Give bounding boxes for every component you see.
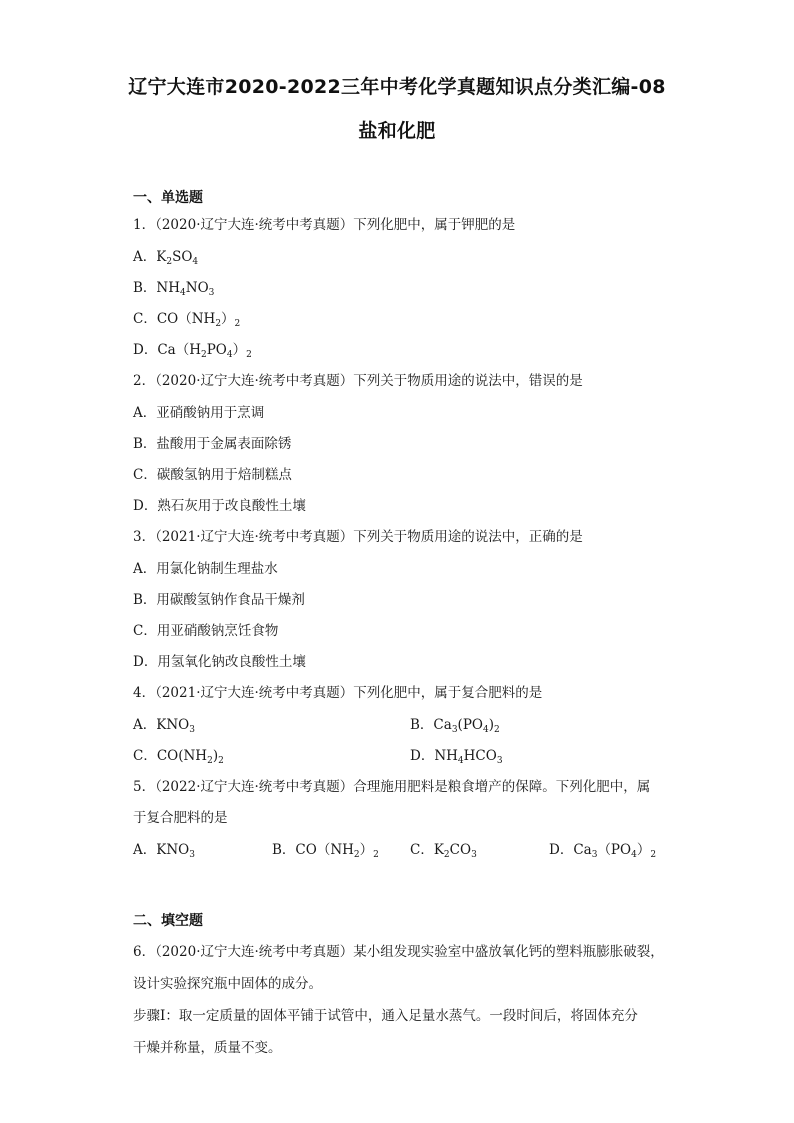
- question-5-stem-line2: 于复合肥料的是: [133, 810, 228, 826]
- question-2-option-c[interactable]: C．碳酸氢钠用于焙制糕点: [133, 467, 292, 483]
- question-4-option-d[interactable]: D．$NH_4HCO_3$: [410, 748, 503, 766]
- question-1-option-c[interactable]: C．$CO(NH_2)_2$: [133, 311, 241, 329]
- question-2-stem: 2．（2020·辽宁大连·统考中考真题）下列关于物质用途的说法中，错误的是: [133, 373, 583, 389]
- section-heading-single-choice: 一、单选题: [133, 190, 203, 206]
- question-2-option-d[interactable]: D．熟石灰用于改良酸性土壤: [133, 498, 306, 514]
- question-3-option-c[interactable]: C．用亚硝酸钠烹饪食物: [133, 623, 279, 639]
- question-2-option-a[interactable]: A．亚硝酸钠用于烹调: [133, 405, 265, 421]
- question-3-option-b[interactable]: B．用碳酸氢钠作食品干燥剂: [133, 592, 305, 608]
- question-5-option-b[interactable]: B．$CO(NH_2)_2$: [272, 842, 379, 860]
- question-1-option-d[interactable]: D．$Ca(H_2PO_4)_2$: [133, 342, 252, 360]
- question-1-option-a[interactable]: A．$K_2SO_4$: [133, 249, 199, 267]
- document-title-line1: 辽宁大连市2020-2022三年中考化学真题知识点分类汇编-08: [128, 76, 666, 98]
- question-3-option-d[interactable]: D．用氢氧化钠改良酸性土壤: [133, 654, 306, 670]
- question-2-option-b[interactable]: B．盐酸用于金属表面除锈: [133, 436, 292, 452]
- question-3-stem: 3．（2021·辽宁大连·统考中考真题）下列关于物质用途的说法中，正确的是: [133, 529, 583, 545]
- question-4-option-c[interactable]: C．$CO(NH_2)_2$: [133, 748, 224, 766]
- question-4-option-b[interactable]: B．$Ca_3(PO_4)_2$: [410, 717, 500, 735]
- question-4-stem: 4．（2021·辽宁大连·统考中考真题）下列化肥中，属于复合肥料的是: [133, 685, 543, 701]
- document-title-line2: 盐和化肥: [358, 120, 436, 142]
- question-1-option-b[interactable]: B．$NH_4NO_3$: [133, 280, 215, 298]
- question-6-line1: 6．（2020·辽宁大连·统考中考真题）某小组发现实验室中盛放氧化钙的塑料瓶膨胀破裂，: [133, 944, 664, 960]
- section-heading-fill-blank: 二、填空题: [133, 913, 203, 929]
- question-1-stem: 1．（2020·辽宁大连·统考中考真题）下列化肥中，属于钾肥的是: [133, 217, 516, 233]
- question-5-option-c[interactable]: C．$K_2CO_3$: [410, 842, 477, 860]
- question-6-line4: 干燥并称量，质量不变。: [133, 1040, 282, 1056]
- question-6-line3: 步骤Ⅰ：取一定质量的固体平铺于试管中，通入足量水蒸气。一段时间后，将固体充分: [133, 1008, 638, 1024]
- question-5-option-a[interactable]: A．$KNO_3$: [133, 842, 195, 860]
- question-5-stem-line1: 5．（2022·辽宁大连·统考中考真题）合理施用肥料是粮食增产的保障。下列化肥中，属: [133, 779, 651, 795]
- question-5-option-d[interactable]: D．$Ca_3(PO_4)_2$: [549, 842, 657, 860]
- question-6-line2: 设计实验探究瓶中固体的成分。: [133, 976, 322, 992]
- question-3-option-a[interactable]: A．用氯化钠制生理盐水: [133, 561, 278, 577]
- question-4-option-a[interactable]: A．$KNO_3$: [133, 717, 195, 735]
